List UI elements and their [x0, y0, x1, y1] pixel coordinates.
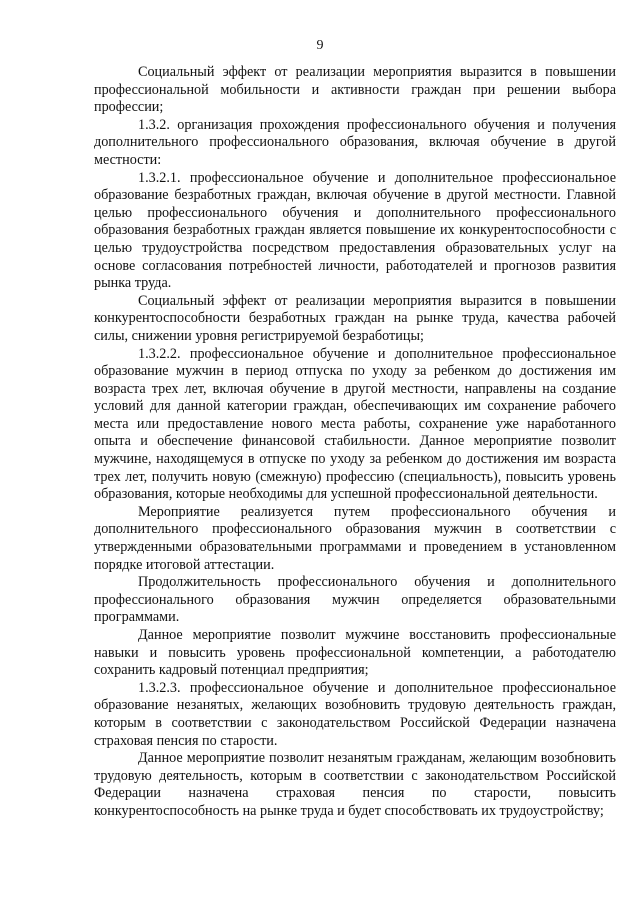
paragraph-1-3-2-3: 1.3.2.3. профессиональное обучение и дополнительное профессиональное образование незанятых, желающих возобновить трудовую деятельность граждан, которым в соответствии с законодательством Российской Федерации назначена страховая пенсия по старости.: [94, 679, 616, 749]
paragraph-measure-implementation: Мероприятие реализуется путем профессионального обучения и дополнительного профессионального образования мужчин в соответствии с утвержденными образовательными программами и проведением в установленном порядке итоговой аттестации.: [94, 503, 616, 573]
paragraph-1-3-2-2: 1.3.2.2. профессиональное обучение и дополнительное профессиональное образование мужчин в период отпуска по уходу за ребенком до достижения им возраста трех лет, включая обучение в другой местности, направлены на создание условий для данной категории граждан, обеспечивающих им сохранение рабочего места или предоставление нового места работы, сохранение уже наработанного опыта и обеспечение финансовой стабильности. Данное мероприятие позволит мужчине, находящемуся в отпуске по уходу за ребенком до достижения им возраста трех лет, получить новую (смежную) профессию (специальность), повысить уровень образования, которые необходимы для успешной профессиональной деятельности.: [94, 345, 616, 503]
paragraph-social-effect-mobility: Социальный эффект от реализации мероприятия выразится в повышении профессиональной мобильности и активности граждан при решении выбора профессии;: [94, 64, 616, 116]
page-number: 9: [316, 38, 324, 53]
paragraph-restore-skills: Данное мероприятие позволит мужчине восстановить профессиональные навыки и повысить уровень профессиональной компетенции, а работодателю сохранить кадровый потенциал предприятия;: [94, 627, 616, 679]
paragraph-social-effect-competitiveness: Социальный эффект от реализации мероприятия выразится в повышении конкурентоспособности безработных граждан на рынке труда, качества рабочей силы, снижении уровня регистрируемой безработицы;: [94, 292, 616, 344]
paragraph-training-duration: Продолжительность профессионального обучения и дополнительного профессионального образования мужчин определяется образовательными программами.: [94, 574, 616, 626]
document-body: [94, 64, 616, 821]
paragraph-1-3-2: 1.3.2. организация прохождения профессионального обучения и получения дополнительного профессионального образования, включая обучение в другой местности:: [94, 116, 616, 168]
paragraph-1-3-2-1: 1.3.2.1. профессиональное обучение и дополнительное профессиональное образование безработных граждан, включая обучение в другой местности. Главной целью профессионального обучения и дополнительного профессионального образования безработных граждан является повышение их конкурентоспособности с целью трудоустройства посредством предоставления образовательных услуг на основе согласования потребностей личности, работодателей и прогнозов развития рынка труда.: [94, 169, 616, 292]
paragraph-pensioners-employment: Данное мероприятие позволит незанятым гражданам, желающим возобновить трудовую деятельность, которым в соответствии с законодательством Российской Федерации назначена страховая пенсия по старости, повысить конкурентоспособность на рынке труда и будет способствовать их трудоустройству;: [94, 750, 616, 819]
